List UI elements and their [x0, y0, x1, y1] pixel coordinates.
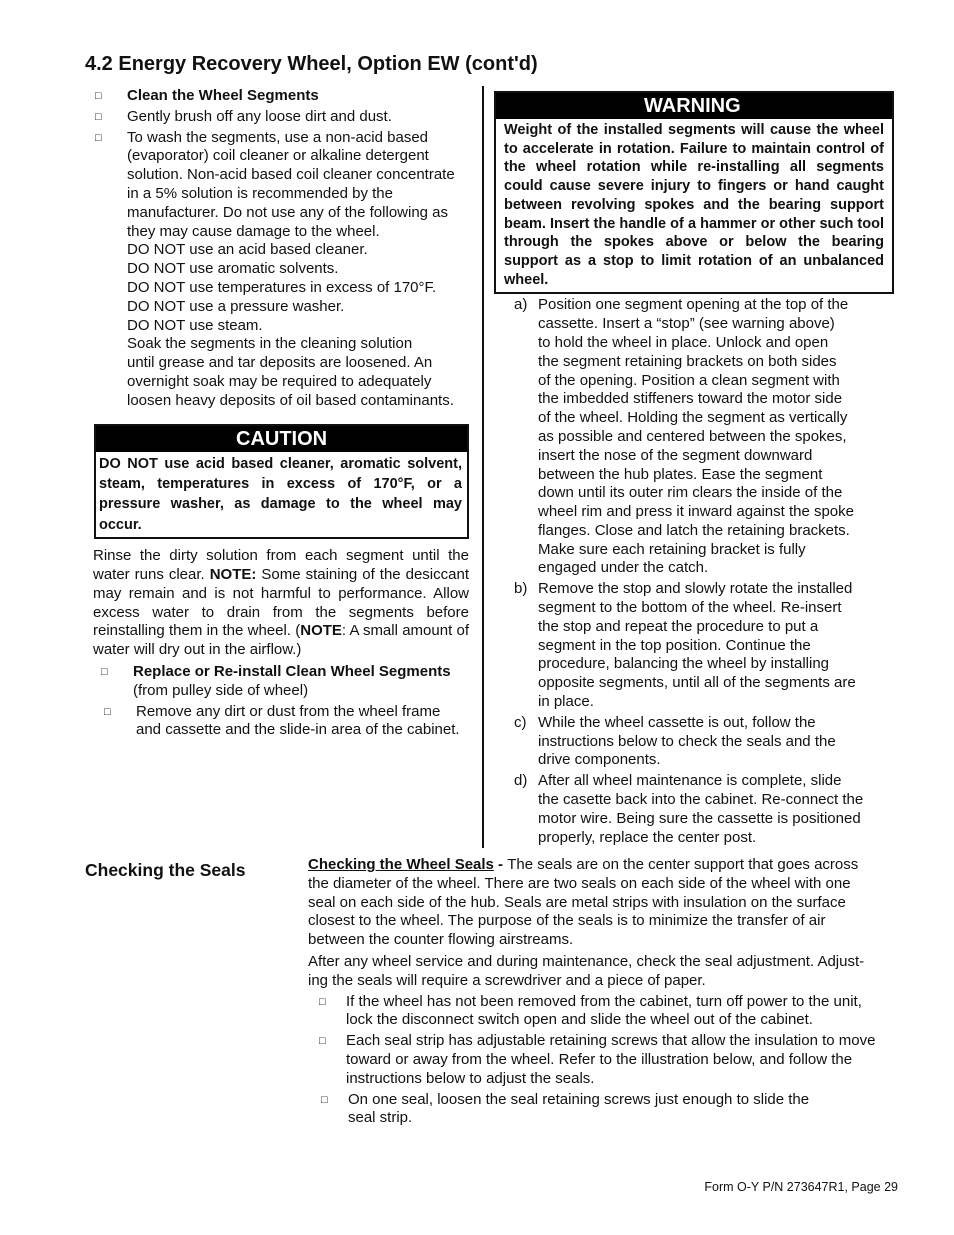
- list-item: [93, 129, 469, 411]
- list-item: [308, 993, 896, 1031]
- text-line: toward or away from the wheel. Refer to the illustration below, and follow the: [346, 1050, 853, 1068]
- checking-seals-section: [308, 856, 896, 1130]
- list-item: [93, 108, 469, 127]
- installation-steps: [494, 296, 894, 847]
- text-line: Each seal strip has adjustable retaining screws that allow the insulation to move: [346, 1032, 876, 1050]
- text-line: down until its outer rim clears the inside of the: [538, 484, 843, 502]
- seals-intro: [308, 856, 896, 950]
- list-item: [308, 1091, 896, 1129]
- text-line: While the wheel cassette is out, follow the: [538, 713, 816, 731]
- rinse-text: : A small amount of water will dry out in the airflow.): [93, 622, 469, 659]
- rinse-paragraph: [93, 547, 469, 660]
- checkbox-bullet-icon: □: [104, 705, 111, 718]
- step-text: [538, 772, 863, 847]
- text-line: Remove any dirt or dust from the wheel frame: [136, 702, 441, 720]
- text-line: (evaporator) coil cleaner or alkaline detergent: [127, 147, 429, 165]
- replace-segments-subheading: (from pulley side of wheel): [133, 681, 309, 699]
- text-line: procedure, balancing the wheel by installing: [538, 655, 830, 673]
- text-line: solution. Non-acid based coil cleaner concentrate: [127, 166, 455, 184]
- list-item: [93, 703, 469, 741]
- warning-box: [494, 91, 894, 294]
- text-line: in place.: [538, 693, 594, 711]
- bullet-text: [348, 1091, 896, 1129]
- text-line: insert the nose of the segment downward: [538, 446, 813, 464]
- page-footer: Form O-Y P/N 273647R1, Page 29: [704, 1180, 898, 1194]
- seals-adjustment-paragraph: [308, 953, 896, 991]
- text-line: Remove the stop and slowly rotate the installed: [538, 580, 853, 598]
- text-line: overnight soak may be required to adequately: [127, 372, 432, 390]
- caution-box: [94, 424, 469, 540]
- warning-text: Weight of the installed segments will cause the wheel to accelerate in rotation. Failure to maintain control of the wheel rotation while re-installing all segments could cause severe injury to fingers or hand caught between revolving spokes and the bearing support beam. Insert the handle of a hammer or other such tool through the spokes above or below the bearing support as a stop to limit rotation of an unbalanced wheel.: [504, 122, 884, 288]
- wheel-seals-subheading: Checking the Wheel Seals: [308, 856, 494, 873]
- text-line: DO NOT use an acid based cleaner.: [127, 241, 368, 259]
- text-line: they may cause damage to the wheel.: [127, 222, 380, 240]
- text-line: and cassette and the slide-in area of the cabinet.: [136, 721, 460, 739]
- list-item: [308, 1032, 896, 1088]
- text-line: engaged under the catch.: [538, 559, 709, 577]
- right-column: [494, 91, 894, 849]
- step-label: c): [514, 713, 527, 731]
- list-item: [514, 296, 894, 578]
- checking-seals-heading: Checking the Seals: [85, 860, 246, 880]
- text-line: After any wheel service and during maintenance, check the seal adjustment. Adjust-: [308, 952, 865, 970]
- text-line: Position one segment opening at the top of the: [538, 296, 849, 314]
- text-line: the casette back into the cabinet. Re-connect the: [538, 791, 864, 809]
- text-line: the segment retaining brackets on both sides: [538, 352, 837, 370]
- text-line: seal on each side of the hub. Seals are metal strips with insulation on the surface: [308, 893, 846, 911]
- text-line: flanges. Close and latch the retaining brackets.: [538, 521, 850, 539]
- text-line: segment to the bottom of the wheel. Re-insert: [538, 599, 842, 617]
- note-label: NOTE: [300, 622, 342, 640]
- text-line: DO NOT use temperatures in excess of 170°F.: [127, 278, 437, 296]
- list-item: [93, 87, 469, 106]
- text-line: between the hub plates. Ease the segment: [538, 465, 823, 483]
- text-line: To wash the segments, use a non-acid based: [127, 128, 429, 146]
- checkbox-bullet-icon: □: [95, 131, 102, 144]
- text-line: as possible and centered between the spokes,: [538, 427, 847, 445]
- checkbox-bullet-icon: □: [101, 665, 108, 678]
- text-line: the imbedded stiffeners toward the motor side: [538, 390, 843, 408]
- list-item: [514, 772, 894, 847]
- bullet-text: [346, 993, 896, 1031]
- seals-intro-text: The seals are on the center support that goes across: [507, 856, 859, 873]
- brush-instruction: Gently brush off any loose dirt and dust.: [127, 107, 392, 125]
- wash-instruction: [127, 129, 469, 411]
- page-title: 4.2 Energy Recovery Wheel, Option EW (cont'd): [85, 53, 538, 75]
- text-line: manufacturer. Do not use any of the following as: [127, 203, 449, 221]
- text-line: in a 5% solution is recommended by the: [127, 184, 393, 202]
- replace-segments: [133, 663, 469, 701]
- clean-segments-heading: Clean the Wheel Segments: [127, 87, 319, 104]
- rinse-text: Rinse the dirty solution from each segment until the water runs clear.: [93, 547, 469, 583]
- bullet-text: [346, 1032, 896, 1088]
- caution-title: CAUTION: [96, 426, 467, 452]
- text-line: cassette. Insert a “stop” (see warning above): [538, 315, 835, 333]
- checkbox-bullet-icon: □: [319, 995, 326, 1008]
- warning-title: WARNING: [496, 93, 892, 119]
- seals-bullets: [308, 993, 896, 1129]
- checkbox-bullet-icon: □: [95, 90, 102, 102]
- text-line: ing the seals will require a screwdriver and a piece of paper.: [308, 971, 706, 989]
- text-line: of the opening. Position a clean segment with: [538, 371, 840, 389]
- checkbox-bullet-icon: □: [95, 110, 102, 123]
- checkbox-bullet-icon: □: [319, 1035, 326, 1048]
- text-line: closest to the wheel. The purpose of the seals is to minimize the transfer of air: [308, 912, 826, 930]
- left-column: [93, 87, 469, 742]
- text-line: instructions below to adjust the seals.: [346, 1069, 595, 1087]
- text-line: lock the disconnect switch open and slide the wheel out of the cabinet.: [346, 1011, 813, 1029]
- text-line: wheel rim and press it inward against the spoke: [538, 503, 854, 521]
- text-line: the stop and repeat the procedure to put a: [538, 617, 819, 635]
- remove-dirt-instruction: [136, 703, 469, 741]
- step-text: [538, 580, 856, 712]
- text-line: segment in the top position. Continue the: [538, 636, 811, 654]
- text-line: On one seal, loosen the seal retaining screws just enough to slide the: [348, 1090, 810, 1108]
- text-line: DO NOT use aromatic solvents.: [127, 260, 339, 278]
- checkbox-bullet-icon: □: [321, 1093, 328, 1106]
- step-text: [538, 714, 836, 770]
- replace-segments-heading: Replace or Re-install Clean Wheel Segments: [133, 662, 451, 680]
- text-line: drive components.: [538, 751, 661, 769]
- text-line: instructions below to check the seals and the: [538, 732, 836, 750]
- text-line: DO NOT use a pressure washer.: [127, 297, 345, 315]
- text-line: loosen heavy deposits of oil based contaminants.: [127, 391, 454, 409]
- caution-text: DO NOT use acid based cleaner, aromatic solvent, steam, temperatures in excess of 170°F, or a pressure washer, as damage to the wheel may occur.: [99, 455, 462, 533]
- list-item: [93, 663, 469, 701]
- text-line: between the counter flowing airstreams.: [308, 931, 574, 949]
- text-line: Make sure each retaining bracket is fully: [538, 540, 806, 558]
- note-label: NOTE:: [209, 565, 257, 583]
- text-line: until grease and tar deposits are loosened. An: [127, 354, 433, 372]
- text-line: After all wheel maintenance is complete, slide: [538, 772, 842, 790]
- list-item: [514, 580, 894, 712]
- text-line: properly, replace the center post.: [538, 828, 757, 846]
- dash-separator: -: [493, 856, 508, 873]
- text-line: motor wire. Being sure the cassette is positioned: [538, 809, 861, 827]
- text-line: If the wheel has not been removed from the cabinet, turn off power to the unit,: [346, 992, 862, 1010]
- column-divider: [482, 86, 484, 848]
- text-line: to hold the wheel in place. Unlock and open: [538, 333, 829, 351]
- rinse-text: Some staining of the desiccant may remain and is not harmful to performance. Allow excess water to drain from the segments before reinstalling them in the wheel. (: [93, 565, 469, 640]
- text-line: [308, 856, 896, 875]
- text-line: the diameter of the wheel. There are two seals on each side of the wheel with one: [308, 874, 851, 892]
- step-text: [538, 296, 854, 578]
- text-line: Soak the segments in the cleaning solution: [127, 335, 413, 353]
- step-label: b): [514, 580, 528, 598]
- step-label: a): [514, 296, 528, 314]
- text-line: of the wheel. Holding the segment as vertically: [538, 409, 848, 427]
- list-item: [514, 714, 894, 770]
- text-line: DO NOT use steam.: [127, 316, 263, 334]
- step-label: d): [514, 772, 528, 790]
- text-line: seal strip.: [348, 1109, 413, 1127]
- text-line: opposite segments, until all of the segments are: [538, 674, 856, 692]
